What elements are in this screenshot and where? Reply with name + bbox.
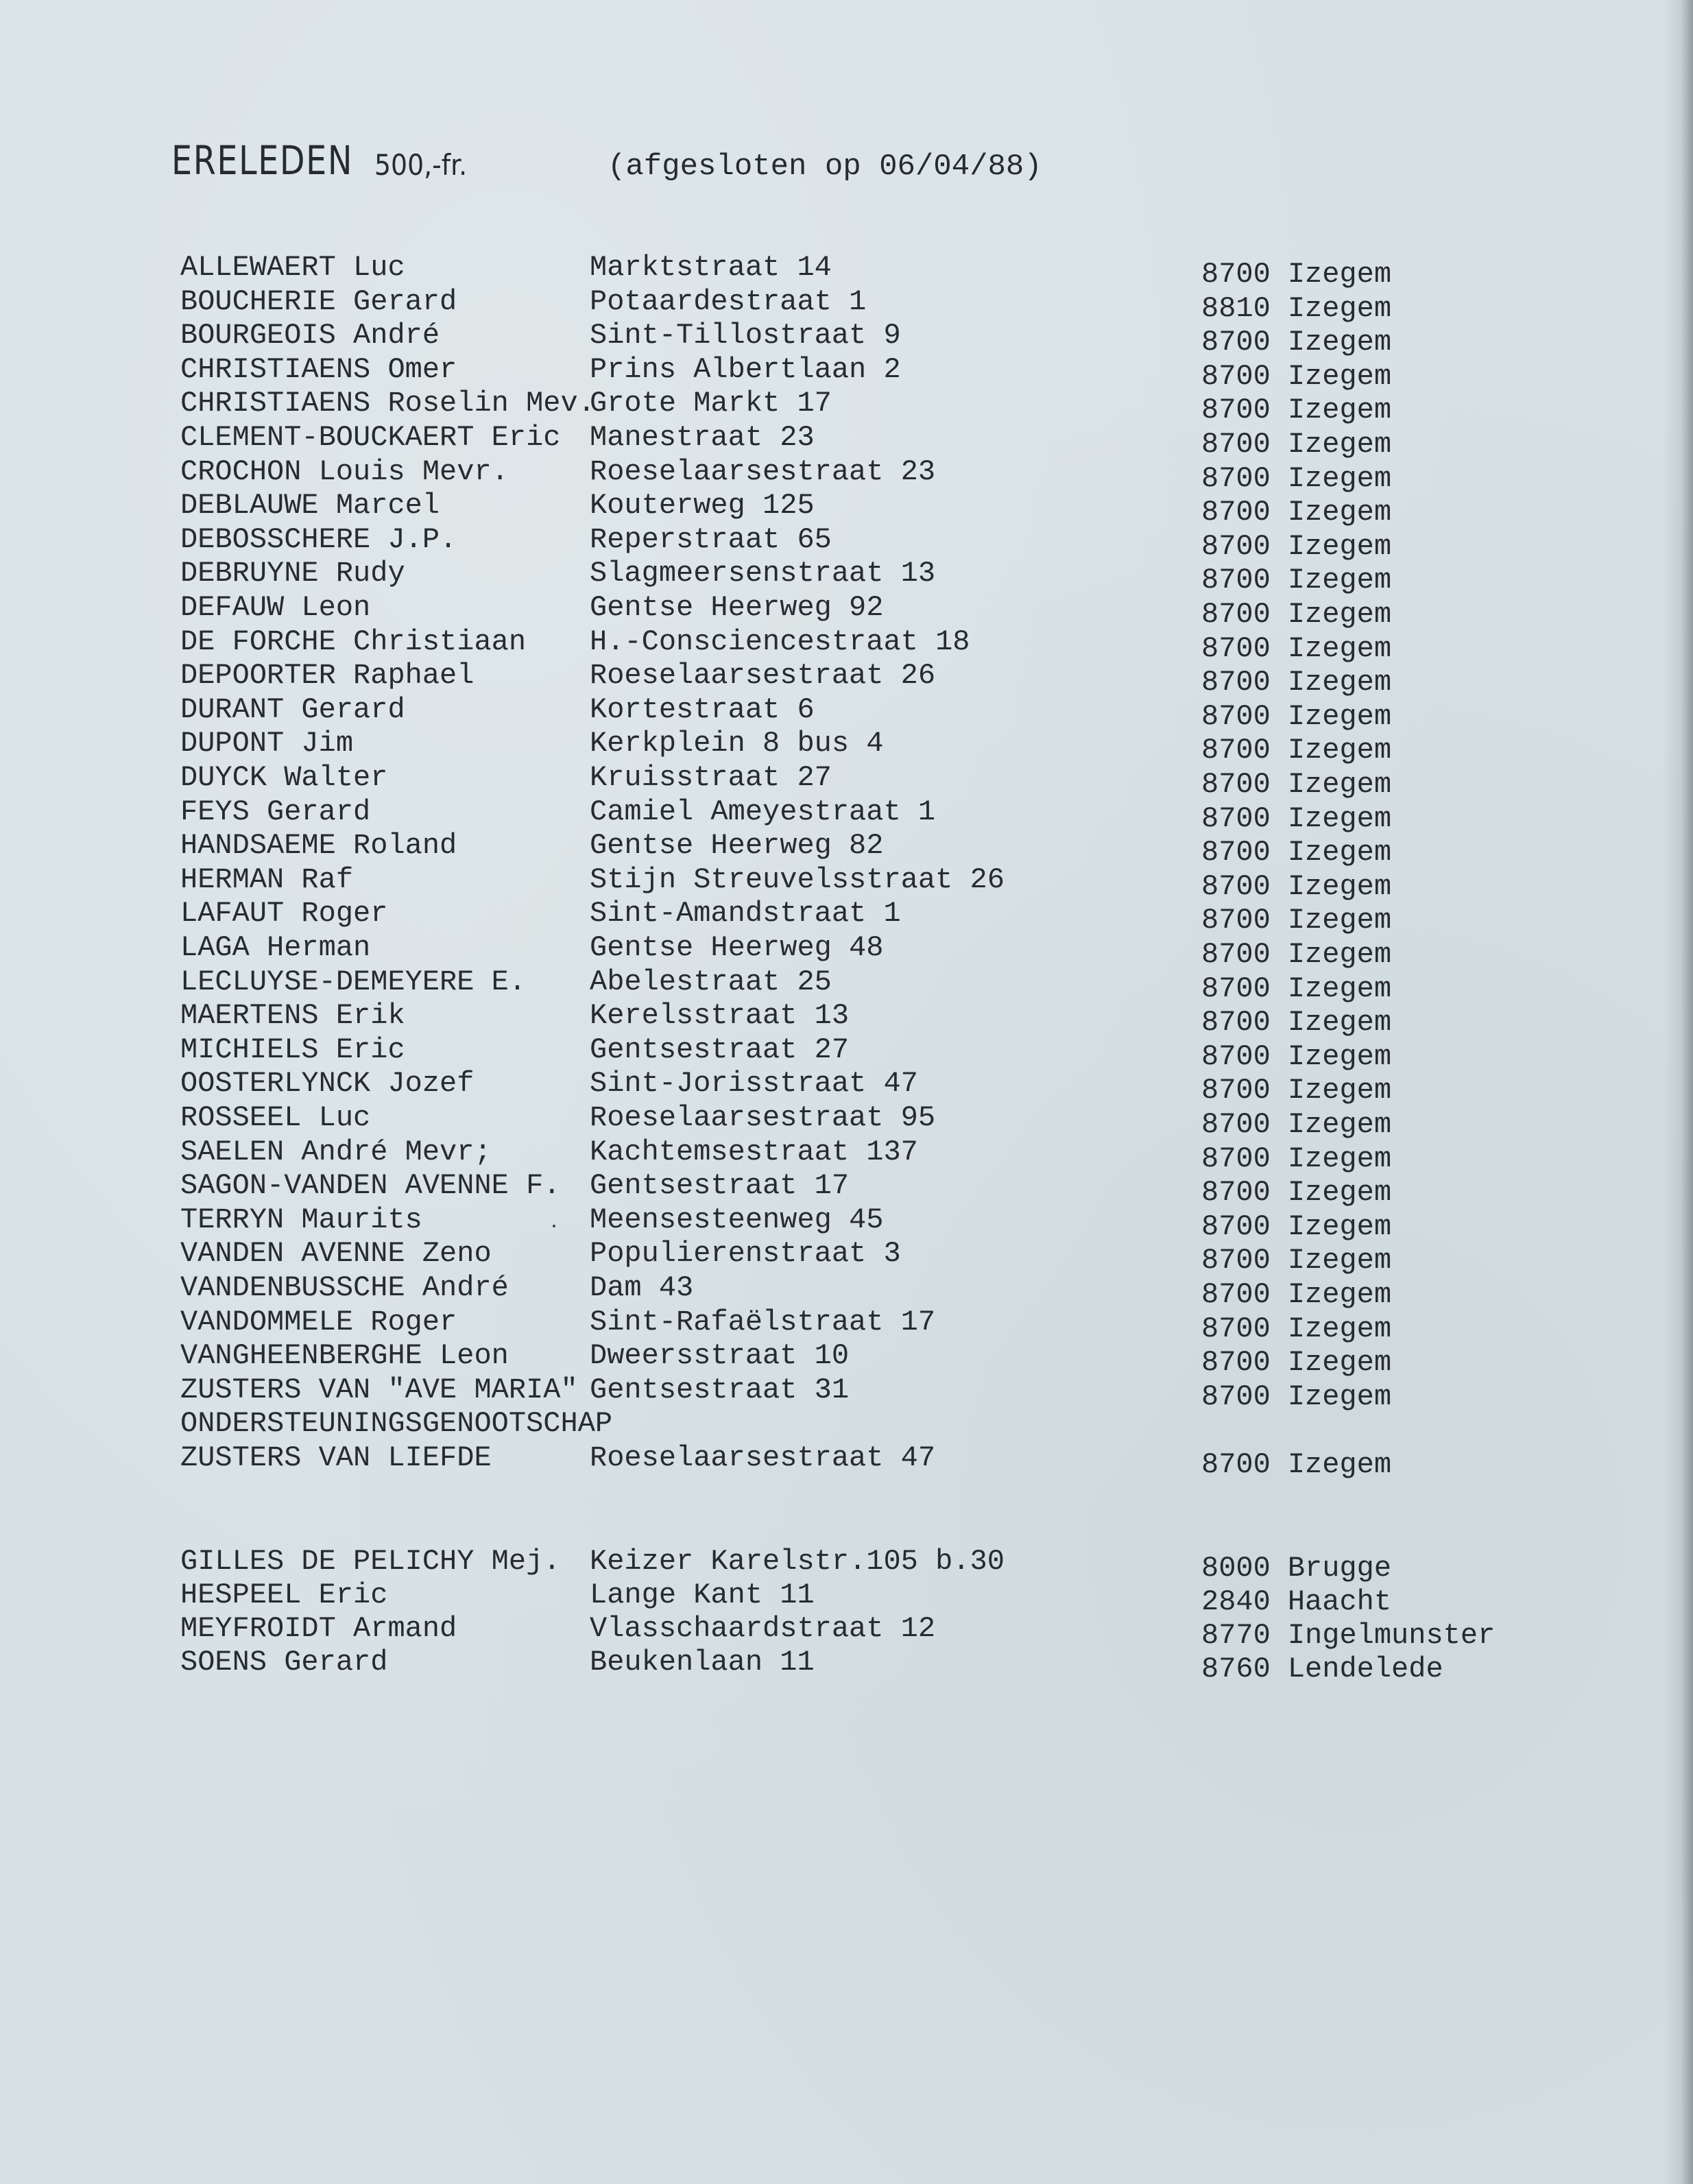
member-postal-code: 8700 [1201, 462, 1271, 495]
member-row [0, 455, 1659, 495]
member-city: Izegem [1287, 870, 1392, 903]
member-city: Izegem [1287, 360, 1392, 393]
member-name: DURANT Gerard [180, 693, 405, 726]
member-row [0, 1646, 1659, 1685]
member-name: CHRISTIAENS Omer [180, 353, 457, 386]
member-street: Stijn Streuvelsstraat 26 [590, 863, 1005, 896]
member-postal-code: 8700 [1201, 1312, 1271, 1345]
member-row [0, 1203, 1659, 1243]
member-row [0, 1373, 1659, 1413]
member-postal-code: 8700 [1201, 530, 1271, 563]
member-city: Izegem [1287, 598, 1392, 631]
member-postal-code: 8700 [1201, 972, 1271, 1005]
member-street: Kouterweg 125 [590, 489, 815, 522]
member-city: Izegem [1287, 1074, 1392, 1107]
member-street: H.-Consciencestraat 18 [590, 625, 970, 658]
member-postal-code: 8700 [1201, 802, 1271, 835]
member-city: Izegem [1287, 1108, 1392, 1141]
member-city: Izegem [1287, 1006, 1392, 1039]
member-name: HERMAN Raf [180, 863, 354, 896]
member-name: TERRYN Maurits [180, 1203, 422, 1236]
member-row [0, 897, 1659, 937]
member-city: Izegem [1287, 1380, 1392, 1413]
member-city: Izegem [1287, 394, 1392, 427]
member-postal-code: 8700 [1201, 1108, 1271, 1141]
member-row [0, 1067, 1659, 1107]
member-postal-code: 8700 [1201, 564, 1271, 597]
member-name: DEFAUW Leon [180, 591, 371, 624]
member-name: MAERTENS Erik [180, 999, 405, 1032]
member-postal-code: 8700 [1201, 632, 1271, 665]
member-postal-code: 8700 [1201, 1006, 1271, 1039]
member-postal-code: 8700 [1201, 836, 1271, 869]
member-name: ZUSTERS VAN "AVE MARIA" [180, 1373, 578, 1406]
member-row [0, 1339, 1659, 1379]
member-postal-code: 8760 [1201, 1653, 1271, 1685]
member-city: Ingelmunster [1287, 1619, 1496, 1652]
member-postal-code: 8700 [1201, 360, 1271, 393]
member-postal-code: 8700 [1201, 1210, 1271, 1243]
member-street: Roeselaarsestraat 47 [590, 1441, 936, 1474]
member-postal-code: 8700 [1201, 496, 1271, 529]
member-name: DEBRUYNE Rudy [180, 557, 405, 590]
member-city: Izegem [1287, 1176, 1392, 1209]
member-postal-code: 8700 [1201, 870, 1271, 903]
member-postal-code: 8700 [1201, 1244, 1271, 1277]
member-row [0, 421, 1659, 461]
member-street: Reperstraat 65 [590, 523, 832, 556]
closing-date-note: (afgesloten op 06/04/88) [608, 149, 1042, 184]
member-name: CHRISTIAENS Roselin Mev. [180, 387, 595, 420]
member-street: Roeselaarsestraat 26 [590, 659, 936, 692]
member-row [0, 251, 1659, 291]
member-row [0, 353, 1659, 393]
member-name: ONDERSTEUNINGSGENOOTSCHAP [180, 1407, 613, 1440]
member-street: Manestraat 23 [590, 421, 815, 454]
member-city: Izegem [1287, 428, 1392, 461]
member-row [0, 829, 1659, 869]
member-row [0, 1237, 1659, 1277]
member-name: SAELEN André Mevr; [180, 1136, 492, 1168]
member-postal-code: 8700 [1201, 1448, 1271, 1481]
member-street: Beukenlaan 11 [590, 1646, 815, 1679]
member-postal-code: 8700 [1201, 700, 1271, 733]
member-row [0, 965, 1659, 1005]
member-name: HESPEEL Eric [180, 1579, 388, 1611]
member-row [0, 1136, 1659, 1175]
member-name: DUYCK Walter [180, 761, 388, 794]
member-name: SOENS Gerard [180, 1646, 388, 1679]
member-city: Izegem [1287, 1278, 1392, 1311]
member-name: LECLUYSE-DEMEYERE E. [180, 965, 527, 998]
member-city: Izegem [1287, 836, 1392, 869]
member-row [0, 795, 1659, 835]
member-postal-code: 8700 [1201, 1142, 1271, 1175]
member-row [0, 1306, 1659, 1345]
member-city: Haacht [1287, 1585, 1392, 1618]
member-name: GILLES DE PELICHY Mej. [180, 1545, 561, 1578]
member-row [0, 1545, 1659, 1585]
member-name: ROSSEEL Luc [180, 1101, 371, 1134]
member-name: DE FORCHE Christiaan [180, 625, 527, 658]
member-city: Izegem [1287, 1346, 1392, 1379]
member-postal-code: 8700 [1201, 904, 1271, 937]
member-street: Roeselaarsestraat 23 [590, 455, 936, 488]
member-city: Izegem [1287, 1040, 1392, 1073]
member-name: VANDOMMELE Roger [180, 1306, 457, 1339]
member-row [0, 557, 1659, 597]
member-name: MEYFROIDT Armand [180, 1612, 457, 1645]
member-row [0, 727, 1659, 767]
member-street: Vlasschaardstraat 12 [590, 1612, 936, 1645]
member-street: Dweersstraat 10 [590, 1339, 850, 1372]
member-row [0, 693, 1659, 733]
member-row [0, 523, 1659, 563]
member-city: Izegem [1287, 292, 1392, 325]
member-street: Kachtemsestraat 137 [590, 1136, 918, 1168]
member-city: Izegem [1287, 904, 1392, 937]
member-location [1201, 1448, 1391, 1481]
member-row [0, 1612, 1659, 1652]
member-row [0, 1407, 1659, 1440]
document-title: ERELEDEN [171, 137, 354, 184]
member-name: MICHIELS Eric [180, 1033, 405, 1066]
member-row [0, 761, 1659, 801]
member-row [0, 1441, 1659, 1481]
member-postal-code: 8700 [1201, 258, 1271, 291]
member-postal-code: 8700 [1201, 598, 1271, 631]
member-city: Izegem [1287, 972, 1392, 1005]
member-name: CLEMENT-BOUCKAERT Eric [180, 421, 561, 454]
member-street: Gentse Heerweg 92 [590, 591, 884, 624]
member-street: Gentse Heerweg 48 [590, 931, 884, 964]
member-name: DEPOORTER Raphael [180, 659, 475, 692]
member-city: Izegem [1287, 938, 1392, 971]
member-street: Slagmeersenstraat 13 [590, 557, 936, 590]
member-city: Brugge [1287, 1552, 1392, 1585]
member-postal-code: 2840 [1201, 1585, 1271, 1618]
member-postal-code: 8700 [1201, 768, 1271, 801]
member-row [0, 1033, 1659, 1073]
member-street: Meensesteenweg 45 [590, 1203, 884, 1236]
member-name: DEBOSSCHERE J.P. [180, 523, 457, 556]
member-row [0, 625, 1659, 665]
member-street: Sint-Jorisstraat 47 [590, 1067, 918, 1100]
member-name: LAGA Herman [180, 931, 371, 964]
member-street: Kruisstraat 27 [590, 761, 832, 794]
member-city: Izegem [1287, 564, 1392, 597]
member-street: Gentsestraat 31 [590, 1373, 850, 1406]
member-postal-code: 8000 [1201, 1552, 1271, 1585]
member-name: ZUSTERS VAN LIEFDE [180, 1441, 492, 1474]
member-city: Izegem [1287, 700, 1392, 733]
member-postal-code: 8700 [1201, 938, 1271, 971]
member-postal-code: 8700 [1201, 1176, 1271, 1209]
member-street: Potaardestraat 1 [590, 285, 867, 318]
scan-edge-shadow [1663, 0, 1693, 2184]
member-row [0, 931, 1659, 971]
member-postal-code: 8770 [1201, 1619, 1271, 1652]
member-street: Populierenstraat 3 [590, 1237, 901, 1270]
member-name: BOUCHERIE Gerard [180, 285, 457, 318]
member-street: Gentsestraat 17 [590, 1169, 850, 1202]
member-city: Izegem [1287, 1312, 1392, 1345]
member-street: Kerelsstraat 13 [590, 999, 850, 1032]
member-postal-code: 8700 [1201, 666, 1271, 699]
member-name: HANDSAEME Roland [180, 829, 457, 862]
member-city: Izegem [1287, 258, 1392, 291]
member-city: Izegem [1287, 632, 1392, 665]
member-name: VANDENBUSSCHE André [180, 1271, 509, 1304]
member-street: Camiel Ameyestraat 1 [590, 795, 936, 828]
member-city: Izegem [1287, 1448, 1392, 1481]
member-location [1201, 1653, 1443, 1685]
member-street: Abelestraat 25 [590, 965, 832, 998]
member-city: Izegem [1287, 666, 1392, 699]
member-row [0, 1271, 1659, 1311]
member-row [0, 387, 1659, 427]
member-name: LAFAUT Roger [180, 897, 388, 930]
member-postal-code: 8700 [1201, 394, 1271, 427]
member-postal-code: 8700 [1201, 1380, 1271, 1413]
member-postal-code: 8700 [1201, 1278, 1271, 1311]
member-row [0, 489, 1659, 529]
member-postal-code: 8700 [1201, 1346, 1271, 1379]
member-name: OOSTERLYNCK Jozef [180, 1067, 475, 1100]
stray-ink-mark [553, 1225, 555, 1227]
member-row [0, 863, 1659, 903]
member-city: Izegem [1287, 802, 1392, 835]
member-street: Grote Markt 17 [590, 387, 832, 420]
member-city: Izegem [1287, 1142, 1392, 1175]
member-city: Izegem [1287, 496, 1392, 529]
member-name: DEBLAUWE Marcel [180, 489, 440, 522]
member-city: Izegem [1287, 768, 1392, 801]
member-city: Izegem [1287, 462, 1392, 495]
member-street: Roeselaarsestraat 95 [590, 1101, 936, 1134]
member-street: Sint-Tillostraat 9 [590, 319, 901, 352]
member-city: Izegem [1287, 1244, 1392, 1277]
member-city: Izegem [1287, 734, 1392, 767]
member-name: ALLEWAERT Luc [180, 251, 405, 284]
member-name: DUPONT Jim [180, 727, 354, 760]
member-row [0, 1169, 1659, 1209]
member-name: CROCHON Louis Mevr. [180, 455, 509, 488]
member-name: VANGHEENBERGHE Leon [180, 1339, 509, 1372]
member-city: Izegem [1287, 326, 1392, 359]
member-row [0, 999, 1659, 1039]
member-row [0, 1579, 1659, 1618]
member-street: Lange Kant 11 [590, 1579, 815, 1611]
member-postal-code: 8700 [1201, 428, 1271, 461]
member-street: Gentsestraat 27 [590, 1033, 850, 1066]
membership-fee: 500,-fr. [374, 148, 468, 182]
member-row [0, 285, 1659, 325]
member-name: SAGON-VANDEN AVENNE F. [180, 1169, 561, 1202]
member-street: Gentse Heerweg 82 [590, 829, 884, 862]
member-street: Sint-Amandstraat 1 [590, 897, 901, 930]
member-street: Dam 43 [590, 1271, 694, 1304]
member-street: Prins Albertlaan 2 [590, 353, 901, 386]
member-row [0, 319, 1659, 359]
member-postal-code: 8700 [1201, 326, 1271, 359]
member-postal-code: 8700 [1201, 734, 1271, 767]
member-row [0, 659, 1659, 699]
member-postal-code: 8700 [1201, 1074, 1271, 1107]
member-city: Izegem [1287, 1210, 1392, 1243]
member-street: Kerkplein 8 bus 4 [590, 727, 884, 760]
member-postal-code: 8810 [1201, 292, 1271, 325]
member-street: Keizer Karelstr.105 b.30 [590, 1545, 1005, 1578]
member-city: Lendelede [1287, 1653, 1443, 1685]
member-row [0, 1101, 1659, 1141]
member-name: FEYS Gerard [180, 795, 371, 828]
member-postal-code: 8700 [1201, 1040, 1271, 1073]
member-city: Izegem [1287, 530, 1392, 563]
member-street: Marktstraat 14 [590, 251, 832, 284]
member-street: Sint-Rafaëlstraat 17 [590, 1306, 936, 1339]
member-street: Kortestraat 6 [590, 693, 815, 726]
member-name: BOURGEOIS André [180, 319, 440, 352]
member-name: VANDEN AVENNE Zeno [180, 1237, 492, 1270]
member-row [0, 591, 1659, 631]
